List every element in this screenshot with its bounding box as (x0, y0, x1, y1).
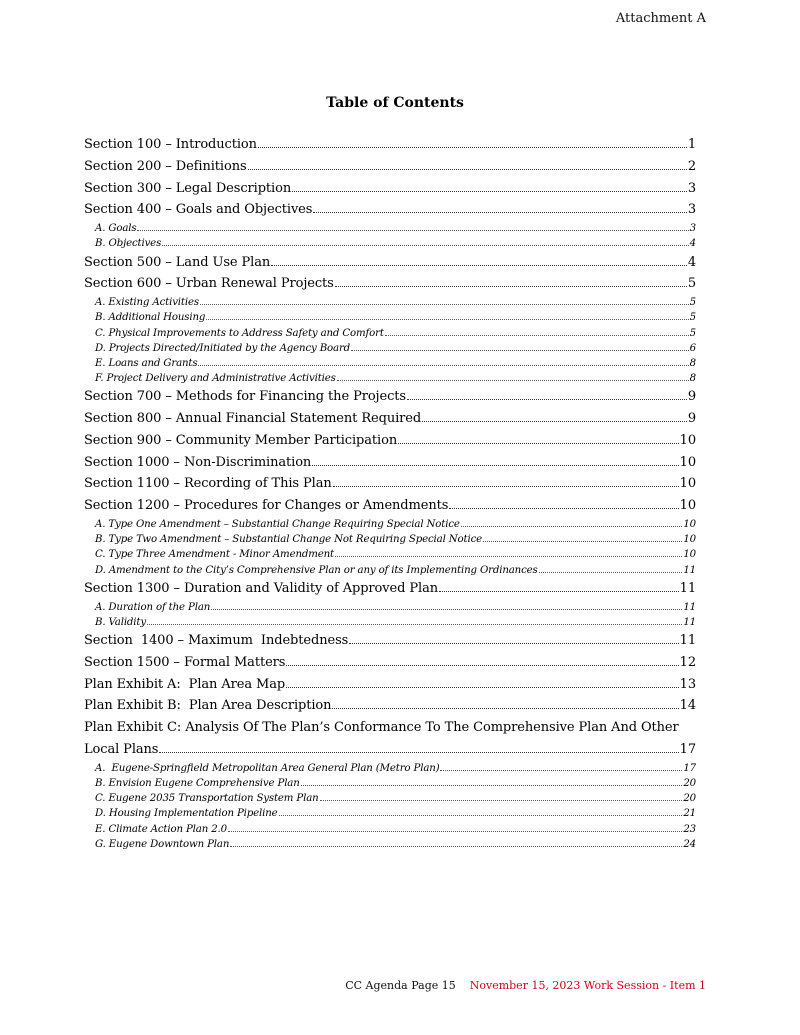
toc-entry-page: 23 (683, 823, 696, 835)
toc-entry-page: 11 (683, 616, 696, 628)
toc-subentry-agency-board-projects[interactable] (84, 341, 696, 356)
dot-leader (137, 223, 688, 231)
toc-subentry-transportation-plan[interactable] (84, 791, 696, 806)
toc-entry-page: 10 (679, 454, 696, 470)
toc-subentry-metro-plan[interactable] (84, 761, 696, 776)
toc-subentry-project-delivery[interactable] (84, 371, 696, 386)
toc-subentry-duration[interactable] (84, 600, 696, 615)
toc-entry-section-600[interactable] (84, 273, 696, 295)
toc-entry-page: 10 (679, 498, 696, 514)
toc-entry-label: Section 1200 – Procedures for Changes or Amendments (84, 498, 449, 514)
toc-subentry-housing-pipeline[interactable] (84, 806, 696, 821)
toc-entry-page: 1 (687, 137, 696, 152)
dot-leader (301, 778, 683, 786)
toc-entry-label: B. Additional Housing (95, 312, 206, 324)
toc-entry-label: Section 1000 – Non-Discrimination (84, 454, 312, 470)
toc-entry-page: 24 (683, 838, 696, 850)
dot-leader (385, 327, 689, 335)
toc-entry-page: 8 (689, 357, 696, 369)
toc-entry-page: 5 (689, 297, 696, 309)
dot-leader (320, 793, 683, 801)
toc-entry-page: 3 (687, 202, 696, 218)
toc-entry-section-500[interactable] (84, 252, 696, 274)
toc-entry-label: D. Projects Directed/Initiated by the Agency Board (95, 342, 351, 354)
toc-entry-page: 8 (689, 373, 696, 385)
dot-leader (337, 373, 689, 381)
dot-leader (351, 343, 689, 351)
toc-entry-label: F. Project Delivery and Administrative Activities (95, 373, 336, 385)
toc-entry-label: Section 500 – Land Use Plan (84, 254, 271, 270)
toc-entry-label: Section 700 – Methods for Financing the Projects (84, 389, 406, 405)
toc-subentry-downtown-plan[interactable] (84, 837, 696, 852)
dot-leader (286, 677, 679, 687)
dot-leader (286, 656, 678, 666)
toc-entry-label: B. Validity (95, 616, 146, 628)
dot-leader (483, 534, 682, 542)
dot-leader (440, 763, 682, 771)
dot-leader (206, 312, 688, 320)
toc-entry-page: 17 (679, 741, 696, 757)
toc-entry-label: Section 400 – Goals and Objectives (84, 202, 313, 218)
toc-entry-label: Section 1100 – Recording of This Plan (84, 476, 332, 492)
toc-entry-exhibit-c[interactable] (84, 739, 696, 761)
toc-entry-page: 10 (683, 534, 696, 546)
work-session-label: November 15, 2023 Work Session - Item 1 (469, 979, 706, 992)
toc-entry-label: Section 100 – Introduction (84, 137, 257, 152)
dot-leader (335, 277, 687, 287)
toc-entry-section-700[interactable] (84, 386, 696, 408)
toc-entry-section-800[interactable] (84, 408, 696, 430)
toc-entry-label: E. Loans and Grants (95, 357, 198, 369)
toc-entry-section-1000[interactable] (84, 452, 696, 474)
toc-entry-page: 5 (687, 276, 696, 292)
agenda-page-label: CC Agenda Page 15 (345, 979, 456, 992)
dot-leader (335, 549, 682, 557)
toc-entry-page: 10 (683, 549, 696, 561)
toc-entry-label: Plan Exhibit B: Plan Area Description (84, 698, 332, 714)
toc-entry-page: 10 (679, 432, 696, 448)
toc-entry-exhibit-c-line1[interactable]: Plan Exhibit C: Analysis Of The Plan’s Conformance To The Comprehensive Plan And Other (84, 720, 679, 736)
toc-entry-label: Section 600 – Urban Renewal Projects (84, 276, 334, 292)
toc-entry-page: 11 (679, 580, 696, 596)
toc-entry-page: 3 (689, 223, 696, 235)
toc-subentry-type-three-amendment[interactable] (84, 547, 696, 562)
toc-entry-page: 11 (679, 632, 696, 648)
attachment-label: Attachment A (615, 11, 706, 26)
toc-entry-section-1500[interactable] (84, 652, 696, 674)
toc-subentry-loans-grants[interactable] (84, 356, 696, 371)
dot-leader (248, 160, 687, 170)
toc-entry-label: A. Eugene-Springfield Metropolitan Area General Plan (Metro Plan) (95, 762, 440, 774)
toc-entry-label: A. Type One Amendment – Substantial Change Requiring Special Notice (95, 519, 460, 531)
toc-subentry-goals[interactable] (84, 221, 696, 236)
toc-entry-page: 4 (687, 254, 696, 270)
toc-entry-section-300[interactable] (84, 178, 696, 200)
dot-leader (292, 182, 687, 192)
dot-leader (271, 255, 687, 265)
dot-leader (312, 456, 678, 466)
toc-entry-section-900[interactable] (84, 430, 696, 452)
toc-entry-page: 20 (683, 793, 696, 805)
toc-entry-page: 11 (683, 564, 696, 576)
toc-entry-section-100[interactable] (84, 134, 696, 156)
dot-leader (147, 617, 682, 625)
toc-entry-label: A. Existing Activities (95, 297, 199, 309)
toc-subentry-additional-housing[interactable] (84, 310, 696, 325)
dot-leader (313, 203, 686, 213)
dot-leader (349, 634, 678, 644)
toc-entry-page: 9 (687, 411, 696, 427)
toc-entry-section-1200[interactable] (84, 495, 696, 517)
dot-leader (211, 601, 682, 609)
toc-entry-label: B. Type Two Amendment – Substantial Change Not Requiring Special Notice (95, 534, 483, 546)
toc-entry-page: 13 (679, 676, 696, 692)
toc-entry-label: Plan Exhibit A: Plan Area Map (84, 676, 286, 692)
toc-entry-label: D. Amendment to the City’s Comprehensive Plan or any of its Implementing Ordinances (95, 564, 538, 576)
dot-leader (439, 582, 679, 592)
toc-subentry-validity[interactable] (84, 615, 696, 630)
dot-leader (159, 743, 678, 753)
toc-entry-label: Section 300 – Legal Description (84, 180, 292, 196)
toc-entry-page: 17 (683, 762, 696, 774)
toc-entry-label: Section 1300 – Duration and Validity of Approved Plan (84, 580, 438, 596)
dot-leader (200, 297, 689, 305)
toc-entry-page: 11 (683, 601, 696, 613)
toc-entry-label: Section 1400 – Maximum Indebtedness (84, 632, 349, 648)
toc-entry-section-200[interactable] (84, 156, 696, 178)
toc-subentry-climate-action-plan[interactable] (84, 822, 696, 837)
dot-leader (230, 839, 682, 847)
toc-subentry-physical-improvements[interactable] (84, 326, 696, 341)
dot-leader (332, 699, 678, 709)
toc-entry-label: B. Envision Eugene Comprehensive Plan (95, 777, 300, 789)
dot-leader (333, 477, 679, 487)
toc-entry-page: 14 (679, 698, 696, 714)
dot-leader (228, 823, 682, 831)
toc-entry-page: 5 (689, 327, 696, 339)
toc-entry-page: 20 (683, 777, 696, 789)
toc-subentry-type-two-amendment[interactable] (84, 532, 696, 547)
toc-entry-label: C. Physical Improvements to Address Safety and Comfort (95, 327, 384, 339)
toc-entry-label: Section 800 – Annual Financial Statement Required (84, 411, 422, 427)
toc-subentry-comprehensive-plan-amendment[interactable] (84, 563, 696, 578)
toc-title: Table of Contents (326, 95, 464, 111)
toc-entry-page: 3 (687, 180, 696, 196)
dot-leader (539, 565, 683, 573)
toc-subentry-existing-activities[interactable] (84, 295, 696, 310)
toc-entry-label: B. Objectives (95, 238, 162, 250)
toc-entry-page: 5 (689, 312, 696, 324)
page-footer (345, 979, 706, 992)
toc-subentry-envision-eugene[interactable] (84, 776, 696, 791)
toc-entry-exhibit-b[interactable] (84, 695, 696, 717)
toc-entry-label: A. Duration of the Plan (95, 601, 211, 613)
dot-leader (422, 412, 687, 422)
toc-entry-page: 4 (689, 238, 696, 250)
toc-entry-section-1400[interactable] (84, 630, 696, 652)
toc-entry-page: 6 (689, 342, 696, 354)
toc-subentry-objectives[interactable] (84, 236, 696, 251)
toc-entry-label: C. Eugene 2035 Transportation System Plan (95, 793, 319, 805)
toc-entry-page: 12 (679, 654, 696, 670)
toc-entry-label: E. Climate Action Plan 2.0 (95, 823, 227, 835)
toc-entry-exhibit-a[interactable] (84, 674, 696, 696)
toc-entry-page: 2 (687, 158, 696, 174)
toc-entry-label: Local Plans (84, 741, 159, 757)
toc-entry-section-400[interactable] (84, 199, 696, 221)
toc-entry-label: Section 900 – Community Member Participation (84, 432, 398, 448)
dot-leader (407, 390, 687, 400)
dot-leader (258, 138, 687, 148)
toc-entry-label: Section 1500 – Formal Matters (84, 654, 286, 670)
toc-entry-label: G. Eugene Downtown Plan (95, 838, 230, 850)
toc-entry-label: A. Goals (95, 223, 137, 235)
toc-entry-page: 9 (687, 389, 696, 405)
toc-subentry-type-one-amendment[interactable] (84, 517, 696, 532)
dot-leader (279, 808, 683, 816)
toc-entry-page: 21 (683, 808, 696, 820)
toc-entry-label: Section 200 – Definitions (84, 158, 247, 174)
toc-entry-page: 10 (679, 476, 696, 492)
dot-leader (198, 358, 688, 366)
toc-entry-section-1100[interactable] (84, 473, 696, 495)
dot-leader (398, 434, 679, 444)
toc-entry-label: D. Housing Implementation Pipeline (95, 808, 278, 820)
toc-entry-section-1300[interactable] (84, 578, 696, 600)
dot-leader (461, 519, 683, 527)
toc-entry-label: C. Type Three Amendment - Minor Amendment (95, 549, 334, 561)
dot-leader (449, 499, 678, 509)
dot-leader (162, 238, 689, 246)
table-of-contents (84, 134, 696, 852)
toc-entry-page: 10 (683, 519, 696, 531)
